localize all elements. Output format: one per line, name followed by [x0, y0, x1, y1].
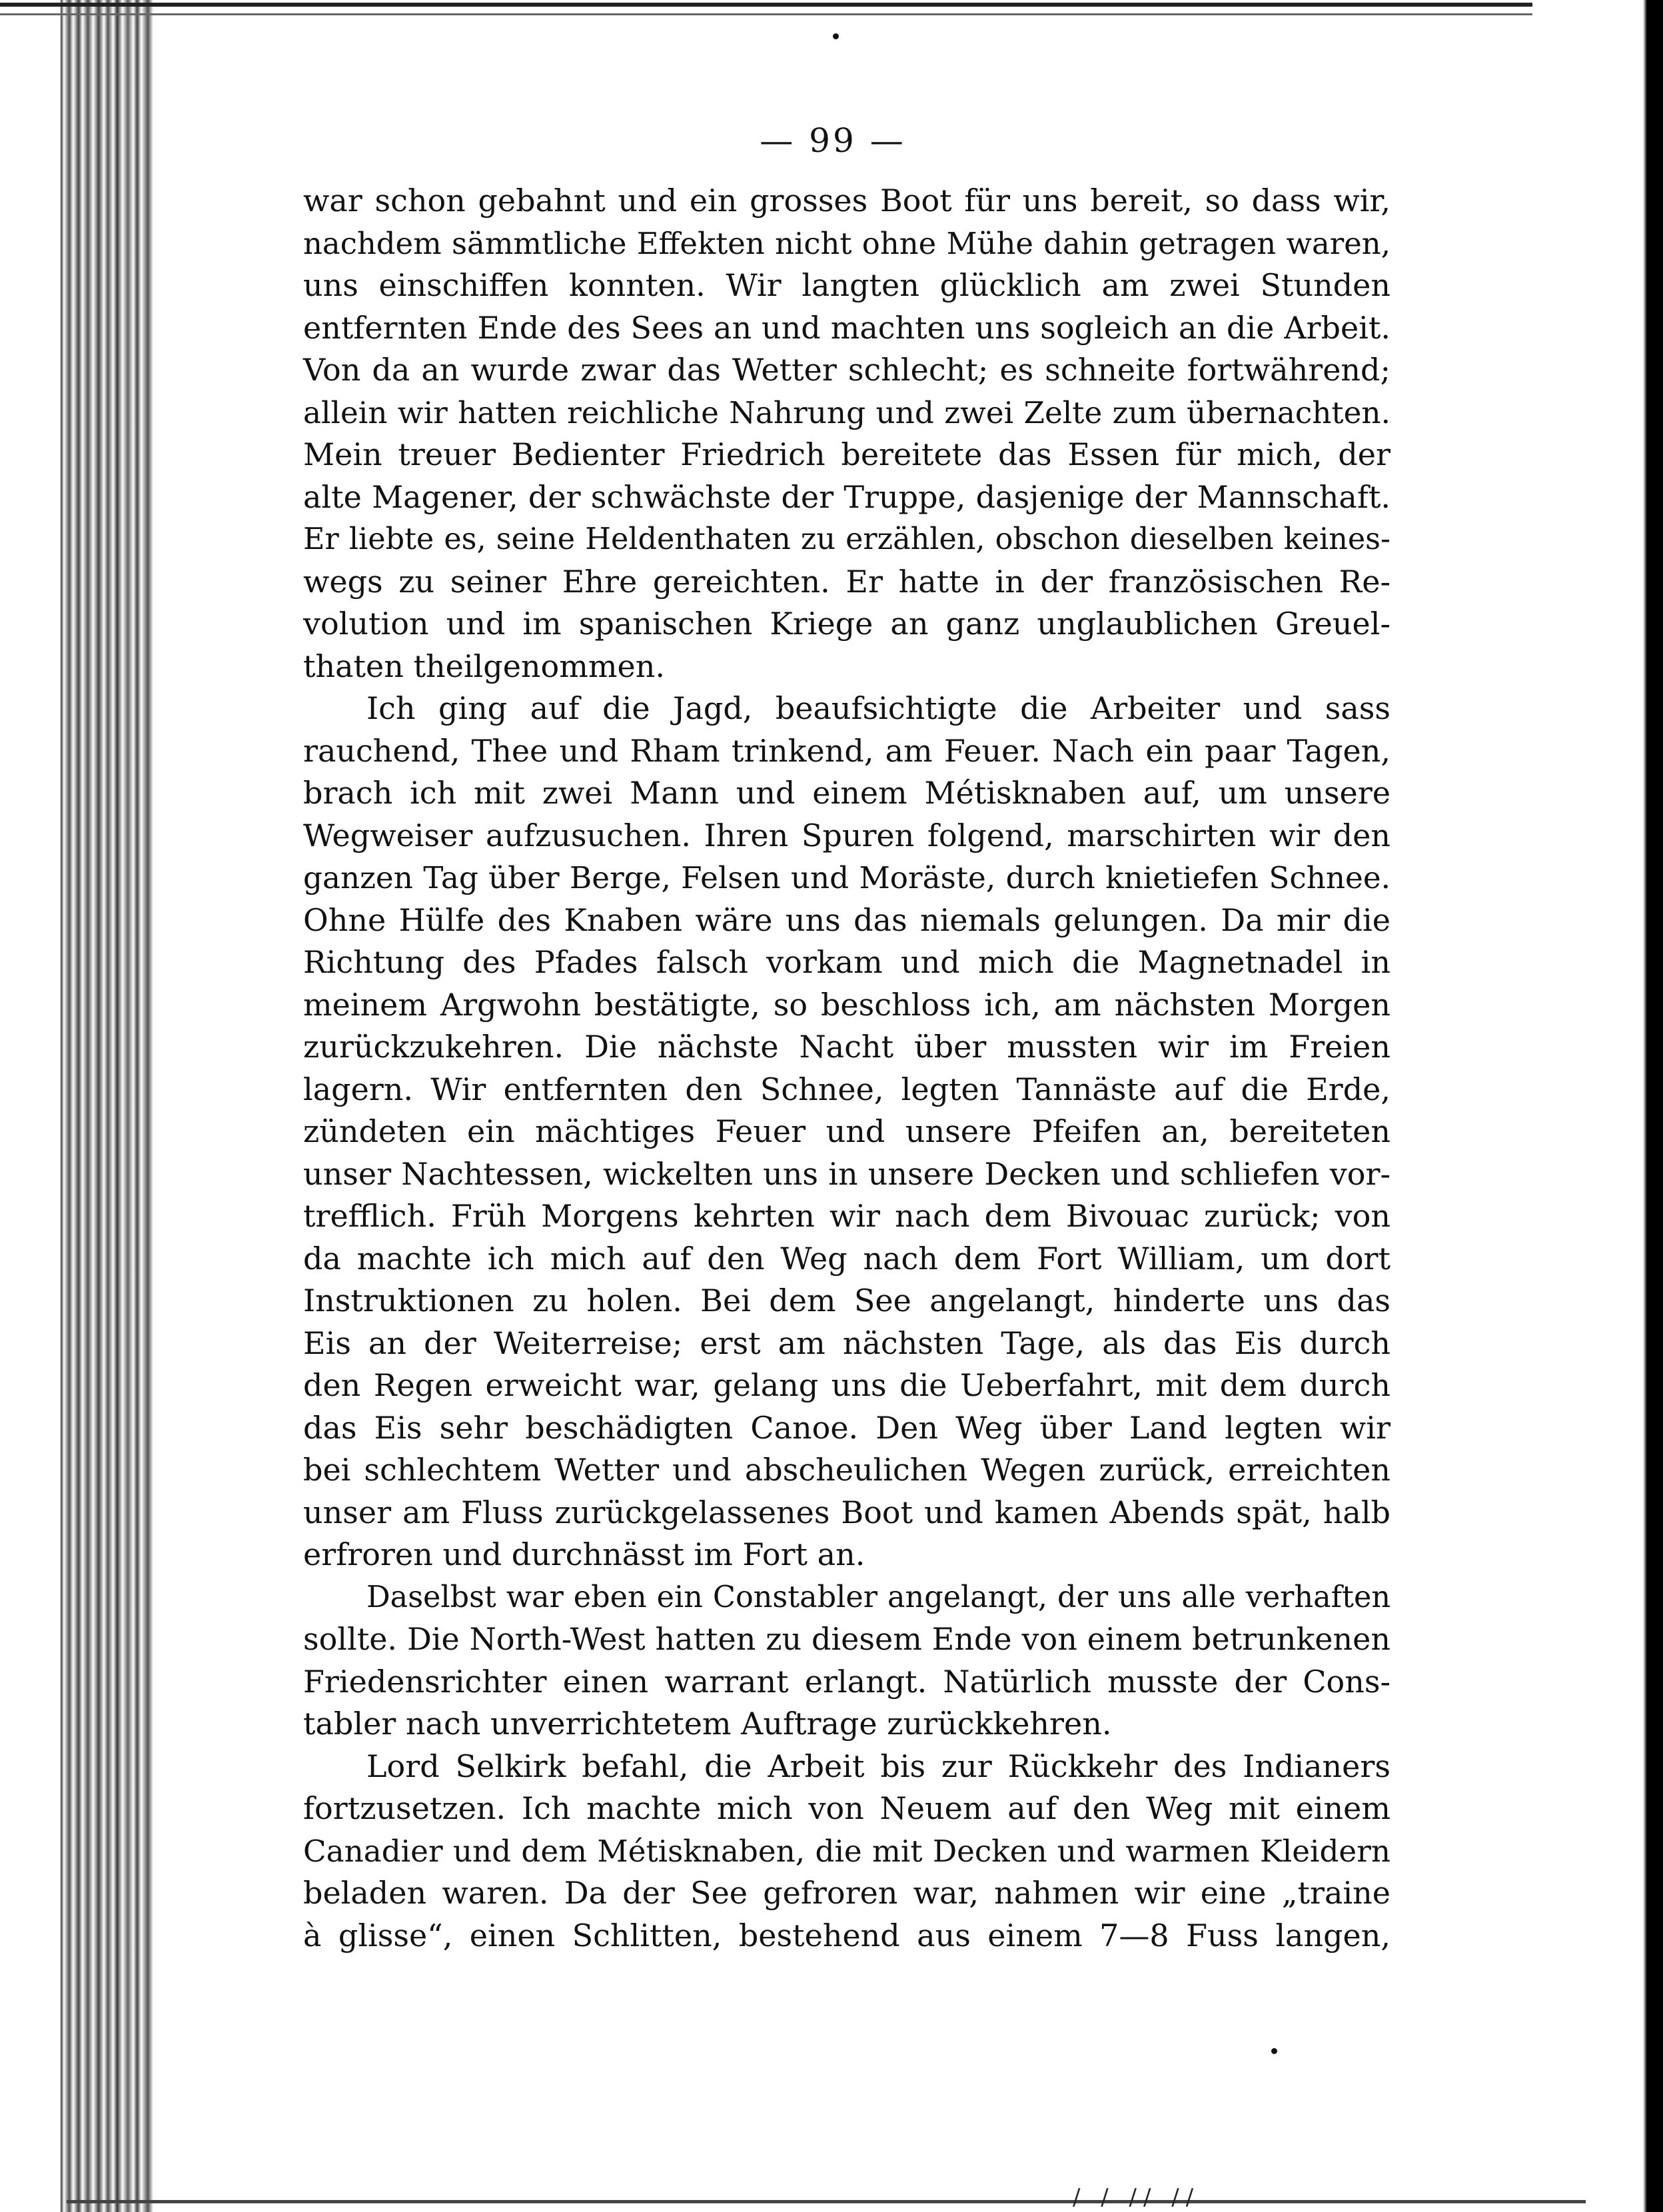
top-edge-line — [0, 3, 1532, 7]
text-line: lagern. Wir entfernten den Schnee, legten Tannäste auf die Erde, — [303, 1071, 1390, 1107]
text-line: à glisse“, einen Schlitten, bestehend aus einem 7—8 Fuss langen, — [303, 1917, 1390, 1953]
text-line: wegs zu seiner Ehre gereichten. Er hatte in der französischen Re- — [303, 563, 1390, 600]
text-line: Wegweiser aufzusuchen. Ihren Spuren folgend, marschirten wir den — [303, 817, 1390, 853]
text-line: Canadier und dem Métisknaben, die mit Decken und warmen Kleidern — [303, 1833, 1390, 1869]
text-line: fortzusetzen. Ich machte mich von Neuem auf den Weg mit einem — [303, 1790, 1390, 1826]
text-line: zurückzukehren. Die nächste Nacht über mussten wir im Freien — [303, 1029, 1390, 1065]
text-line: das Eis sehr beschädigten Canoe. Den Weg über Land legten wir — [303, 1409, 1390, 1446]
text-line: trefflich. Früh Morgens kehrten wir nach dem Bivouac zurück; von — [303, 1198, 1390, 1234]
text-line: unser am Fluss zurückgelassenes Boot und kamen Abends spät, halb — [303, 1494, 1390, 1530]
text-line: den Regen erweicht war, gelang uns die Ueberfahrt, mit dem durch — [303, 1367, 1390, 1403]
right-page-edge — [1583, 0, 1663, 2212]
text-line: Eis an der Weiterreise; erst am nächsten Tage, als das Eis durch — [303, 1325, 1390, 1361]
body-text — [303, 180, 1390, 1957]
text-line: allein wir hatten reichliche Nahrung und zwei Zelte zum übernachten. — [303, 394, 1390, 430]
text-line: entfernten Ende des Sees an und machten uns sogleich an die Arbeit. — [303, 309, 1390, 346]
text-line: Ich ging auf die Jagd, beaufsichtigte die Arbeiter und sass — [366, 690, 1390, 726]
text-line: Lord Selkirk befahl, die Arbeit bis zur Rückkehr des Indianers — [366, 1748, 1390, 1784]
text-line: Friedensrichter einen warrant erlangt. Natürlich musste der Cons- — [303, 1663, 1390, 1700]
top-edge-line-secondary — [0, 13, 1532, 15]
text-line: sollte. Die North-West hatten zu diesem Ende von einem betrunkenen — [303, 1621, 1390, 1657]
text-line: Er liebte es, seine Heldenthaten zu erzählen, obschon dieselben keines- — [303, 522, 1390, 556]
ink-speck — [1271, 2048, 1277, 2054]
text-line: beladen waren. Da der See gefroren war, nahmen wir eine „traine — [303, 1875, 1390, 1911]
text-line: Richtung des Pfades falsch vorkam und mich die Magnetnadel in — [303, 944, 1390, 980]
page-binding-edge — [0, 0, 167, 2212]
text-line: Von da an wurde zwar das Wetter schlecht; es schneite fortwährend; — [303, 352, 1390, 388]
text-line: alte Magener, der schwächste der Truppe, dasjenige der Mannschaft. — [303, 478, 1390, 515]
text-line: war schon gebahnt und ein grosses Boot für uns bereit, so dass wir, — [303, 183, 1390, 219]
text-line: tabler nach unverrichtetem Auftrage zurückkehren. — [303, 1706, 1112, 1742]
text-line: uns einschiffen konnten. Wir langten glücklich am zwei Stunden — [303, 267, 1390, 303]
text-line: ganzen Tag über Berge, Felsen und Moräste, durch knietiefen Schnee. — [303, 860, 1390, 895]
page-number: — 99 — — [760, 121, 906, 160]
ink-speck — [833, 33, 839, 39]
text-line: volution und im spanischen Kriege an ganz unglaublichen Greuel- — [303, 606, 1390, 642]
text-line: unser Nachtessen, wickelten uns in unsere Decken und schliefen vor- — [303, 1155, 1390, 1192]
bottom-scan-mark: / / // // — [1073, 2184, 1201, 2211]
text-line: Instruktionen zu holen. Bei dem See angelangt, hinderte uns das — [303, 1283, 1390, 1319]
text-line: Mein treuer Bedienter Friedrich bereitete das Essen für mich, der — [303, 436, 1390, 472]
text-line: bei schlechtem Wetter und abscheulichen Wegen zurück, erreichten — [303, 1452, 1390, 1488]
text-line: Ohne Hülfe des Knaben wäre uns das niemals gelungen. Da mir die — [303, 901, 1390, 938]
text-line: zündeten ein mächtiges Feuer und unsere Pfeifen an, bereiteten — [303, 1113, 1390, 1149]
text-line: da machte ich mich auf den Weg nach dem Fort William, um dort — [303, 1240, 1390, 1277]
text-line: meinem Argwohn bestätigte, so beschloss ich, am nächsten Morgen — [303, 986, 1390, 1023]
bottom-edge-line — [67, 2200, 1586, 2203]
text-line: Daselbst war eben ein Constabler angelangt, der uns alle verhaften — [366, 1580, 1390, 1614]
text-line: erfroren und durchnässt im Fort an. — [303, 1536, 865, 1572]
text-line: nachdem sämmtliche Effekten nicht ohne Mühe dahin getragen waren, — [303, 225, 1390, 261]
text-line: thaten theilgenommen. — [303, 648, 665, 684]
text-line: brach ich mit zwei Mann und einem Métisknaben auf, um unsere — [303, 775, 1390, 811]
text-line: rauchend, Thee und Rham trinkend, am Feuer. Nach ein paar Tagen, — [303, 732, 1390, 769]
